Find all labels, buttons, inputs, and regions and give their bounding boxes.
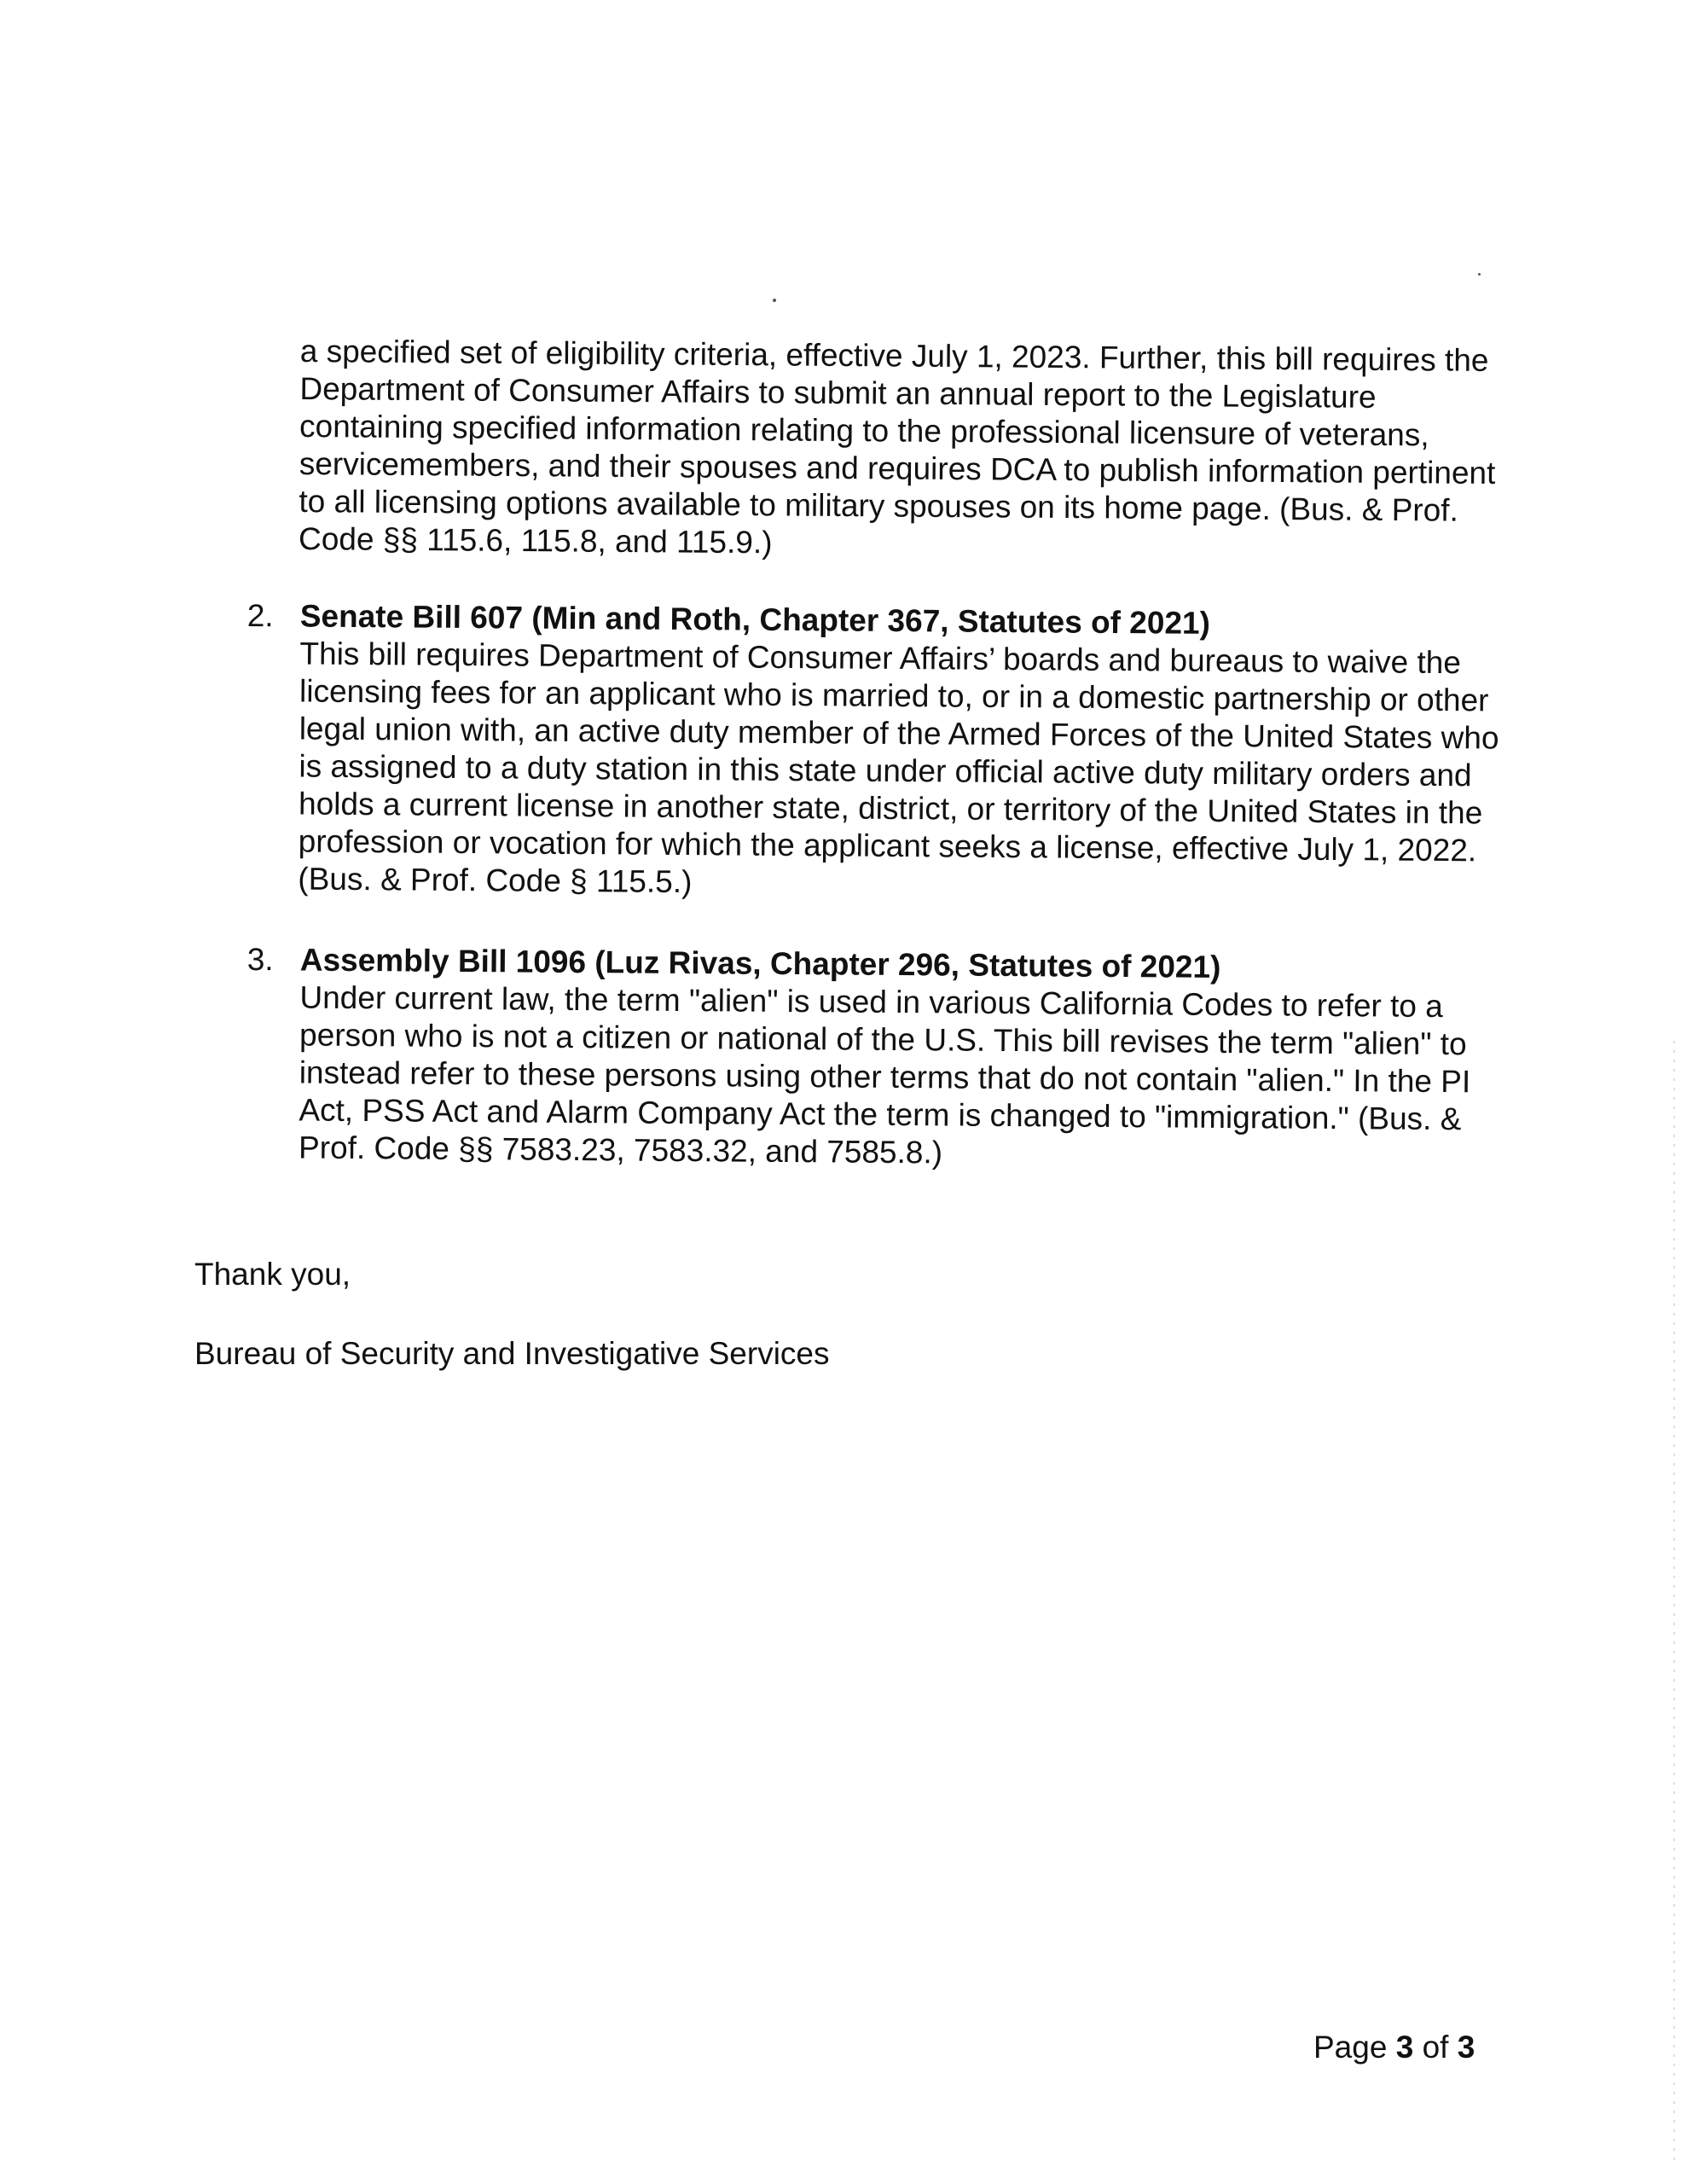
closing-thanks: Thank you, [194, 1257, 351, 1292]
list-item-title: Senate Bill 607 (Min and Roth, Chapter 367, Statutes of 2021) [299, 598, 1211, 641]
scan-speck [1478, 273, 1481, 276]
list-item-number: 2. [246, 597, 274, 634]
list-item-text: This bill requires Department of Consumer Affairs’ boards and bureaus to waive the licensing fees for an applicant who is married to, or in a domestic partnership or other legal union with, an active duty member of the Armed Forces of the United States who is assigned to a duty station in this state under official active duty military orders and holds a current license in another state, district, or territory of the United States in the profession or vocation for which the applicant seeks a license, effective July 1, 2022. (Bus. & Prof. Code § 115.5.) [298, 636, 1499, 900]
list-item-content [298, 597, 1510, 907]
page-label: Page [1313, 2030, 1388, 2065]
page-current: 3 [1395, 2030, 1414, 2065]
continuation-paragraph: a specified set of eligibility criteria, effective July 1, 2023. Further, this bill requires the Department of Consumer Affairs to submit an annual report to the Legislature containing specified information relating to the professional licensure of veterans, servicemembers, and their spouses and requires DCA to publish information pertinent to all licensing options available to military spouses on its home page. (Bus. & Prof. Code §§ 115.6, 115.8, and 115.9.) [298, 333, 1496, 561]
list-item-text: Under current law, the term "alien" is used in various California Codes to refer to a person who is not a citizen or national of the U.S. This bill revises the term "alien" to instead refer to these persons using other terms that do not contain "alien." In the PI Act, PSS Act and Alarm Company Act the term is changed to "immigration." (Bus. & Prof. Code §§ 7583.23, 7583.32, and 7585.8.) [298, 979, 1471, 1170]
list-item-senate-bill-607 [245, 597, 1510, 908]
list-item-title: Assembly Bill 1096 (Luz Rivas, Chapter 296, Statutes of 2021) [299, 942, 1221, 985]
closing-signer: Bureau of Security and Investigative Services [194, 1336, 830, 1371]
scan-edge-marks [1673, 1041, 1675, 2167]
list-item-assembly-bill-1096 [246, 941, 1510, 1176]
page-total: 3 [1457, 2030, 1475, 2065]
list-item-content [299, 941, 1510, 1176]
page-number-footer [1313, 2029, 1475, 2066]
scan-speck [773, 299, 776, 302]
of-label: of [1422, 2030, 1449, 2065]
list-item-number: 3. [246, 942, 274, 978]
